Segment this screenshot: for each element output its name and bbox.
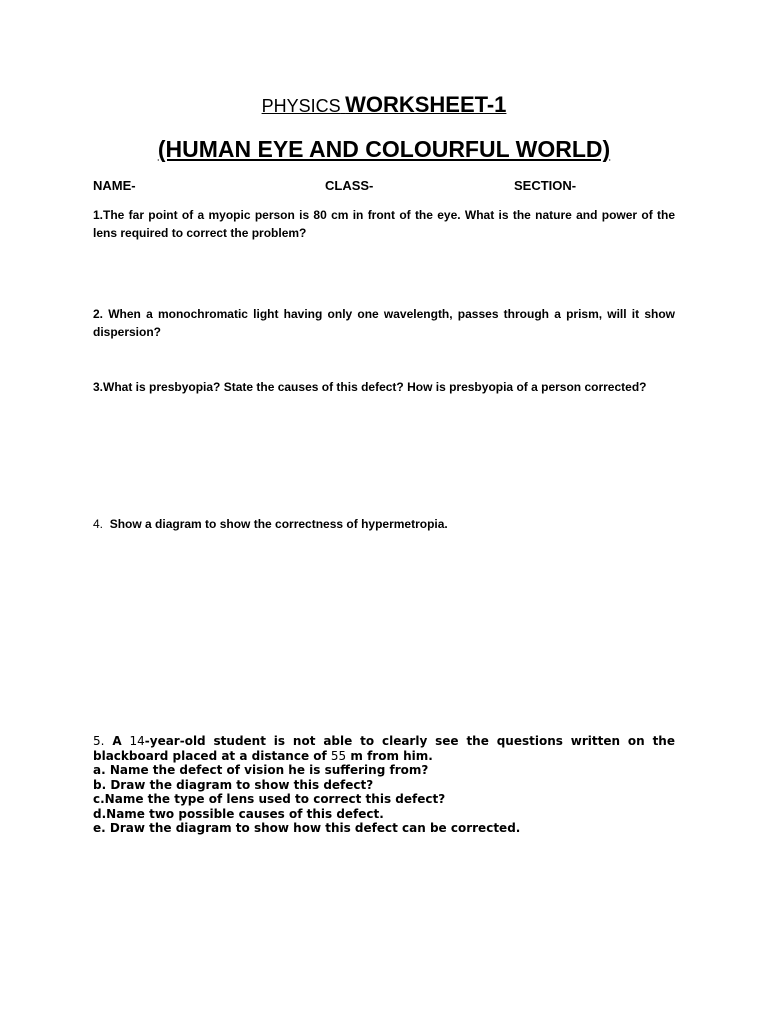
lead-text-c: m from him. <box>346 748 433 763</box>
worksheet-title <box>0 92 768 118</box>
question-number: 3. <box>93 380 104 394</box>
question-5 <box>93 734 675 836</box>
question-5-part-a: a. Name the defect of vision he is suffering from? <box>93 763 429 777</box>
chapter-title: (HUMAN EYE AND COLOURFUL WORLD) <box>157 136 611 162</box>
question-5-part-b: b. Draw the diagram to show this defect? <box>93 777 374 792</box>
question-text: The far point of a myopic person is 80 cm in front of the eye. What is the nature and power of the lens required to correct the problem? <box>93 208 675 240</box>
question-1 <box>93 206 675 242</box>
question-5-part-e: e. Draw the diagram to show how this defect can be corrected. <box>93 821 521 835</box>
question-text: Show a diagram to show the correctness of hypermetropia. <box>109 517 448 531</box>
section-label: SECTION- <box>514 178 577 193</box>
class-label: CLASS- <box>325 178 374 193</box>
question-text: When a monochromatic light having only one wavelength, passes through a prism, will it show dispersion? <box>93 307 675 339</box>
question-text: What is presbyopia? State the causes of this defect? How is presbyopia of a person corrected? <box>103 380 647 394</box>
question-number: 2. <box>93 307 104 321</box>
subject-title: PHYSICS <box>261 96 341 116</box>
lead-text-b: -year-old student is not able to clearly see the questions written on the blackboard placed at a distance of <box>93 734 675 763</box>
question-5-part-c: c.Name the type of lens used to correct this defect? <box>93 792 446 806</box>
question-5-lead <box>93 734 675 763</box>
question-3 <box>93 378 675 396</box>
question-5-part-d: d.Name two possible causes of this defect. <box>93 806 384 821</box>
distance-value: 55 <box>330 748 347 763</box>
lead-text-a: A <box>112 734 130 748</box>
question-number: 5. <box>93 734 105 748</box>
question-number: 4. <box>93 517 104 531</box>
worksheet-number: WORKSHEET-1 <box>345 92 507 117</box>
question-4 <box>93 515 675 533</box>
name-label: NAME- <box>93 178 136 193</box>
question-number: 1. <box>93 208 104 222</box>
question-2 <box>93 305 675 341</box>
student-age: 14 <box>129 734 145 748</box>
student-fields <box>93 178 675 198</box>
